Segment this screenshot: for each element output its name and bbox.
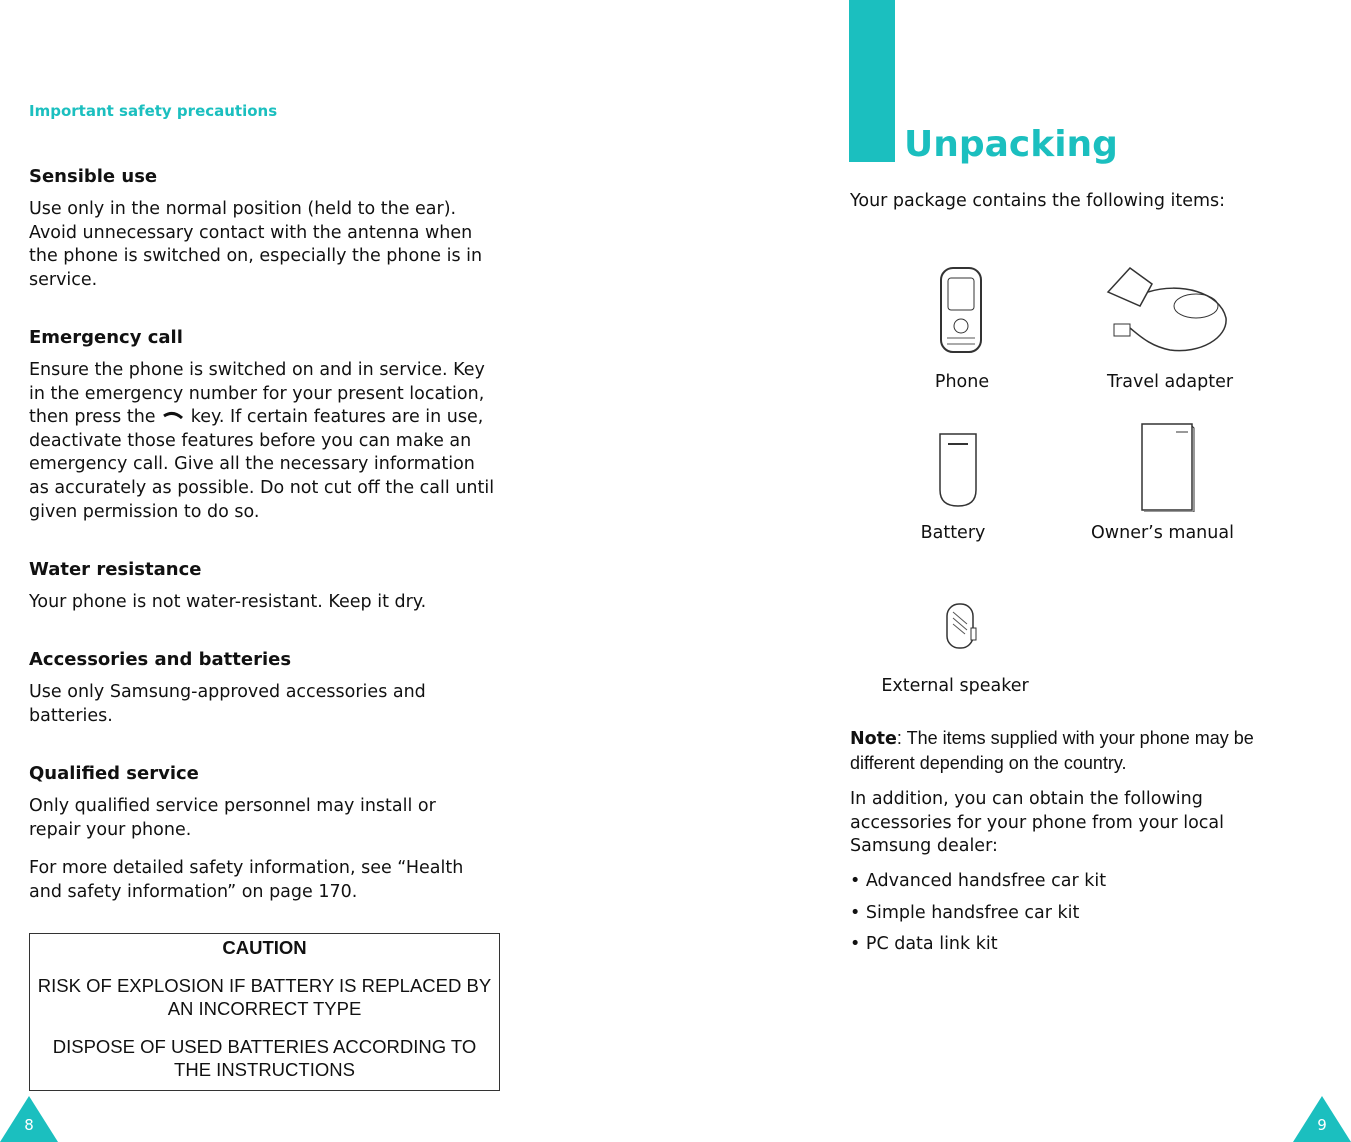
item-label: Battery — [920, 523, 986, 543]
section-title: Water resistance — [29, 559, 202, 580]
body-text: Ensure the phone is switched on and in service. Key in the emergency number for your present location, then press the — [29, 360, 485, 428]
section-body: Only qualified service personnel may install or repair your phone. — [29, 796, 436, 840]
page-number: 9 — [1317, 1116, 1327, 1134]
caution-title: CAUTION — [222, 937, 307, 958]
section-title: Accessories and batteries — [29, 649, 292, 670]
section-body: Use only Samsung-approved accessories and batteries. — [29, 682, 426, 726]
section-title: Qualified service — [29, 763, 199, 784]
external-speaker-image — [945, 602, 979, 656]
chapter-bar — [849, 0, 895, 162]
item-label: Phone — [934, 372, 990, 392]
running-header: Important safety precautions — [29, 102, 278, 120]
intro-text: Your package contains the following items: — [850, 191, 1226, 211]
page-title: Unpacking — [904, 124, 1118, 165]
travel-adapter-image — [1100, 262, 1232, 362]
item-label: Owner’s manual — [1091, 523, 1234, 543]
list-item: • PC data link kit — [850, 934, 1106, 954]
note — [850, 726, 1300, 776]
section-body: Your phone is not water-resistant. Keep it dry. — [29, 592, 427, 612]
more-info: For more detailed safety information, see “Health and safety information” on page 170. — [29, 858, 464, 902]
accessory-list — [850, 871, 1106, 966]
section-title: Emergency call — [29, 327, 183, 348]
phone-image — [939, 266, 983, 358]
section-title: Sensible use — [29, 166, 158, 187]
note-label: Note — [850, 729, 897, 749]
note-text: : The items supplied with your phone may be different depending on the country. — [850, 728, 1254, 773]
page-number: 8 — [24, 1116, 34, 1134]
caution-line: RISK OF EXPLOSION IF BATTERY IS REPLACED BY AN INCORRECT TYPE — [37, 974, 492, 1019]
item-label: Travel adapter — [1106, 372, 1234, 392]
addition-text: In addition, you can obtain the following accessories for your phone from your local Samsung dealer: — [850, 789, 1225, 857]
caution-box — [29, 933, 500, 1091]
owners-manual-image — [1140, 422, 1196, 516]
section-body — [29, 359, 499, 524]
body-text: key. If certain features are in use, deactivate those features before you can make an emergency call. Give all the necessary information as accurately as possible. Do not cut off the call until given permission to do so. — [29, 407, 495, 522]
battery-image — [936, 430, 980, 514]
list-item: • Simple handsfree car kit — [850, 903, 1106, 923]
end-call-key-icon — [161, 406, 185, 430]
item-label: External speaker — [881, 676, 1029, 696]
section-body: Use only in the normal position (held to the ear). Avoid unnecessary contact with the antenna when the phone is switched on, especially the phone is in service. — [29, 199, 483, 290]
list-item: • Advanced handsfree car kit — [850, 871, 1106, 891]
caution-line: DISPOSE OF USED BATTERIES ACCORDING TO THE INSTRUCTIONS — [52, 1035, 477, 1080]
